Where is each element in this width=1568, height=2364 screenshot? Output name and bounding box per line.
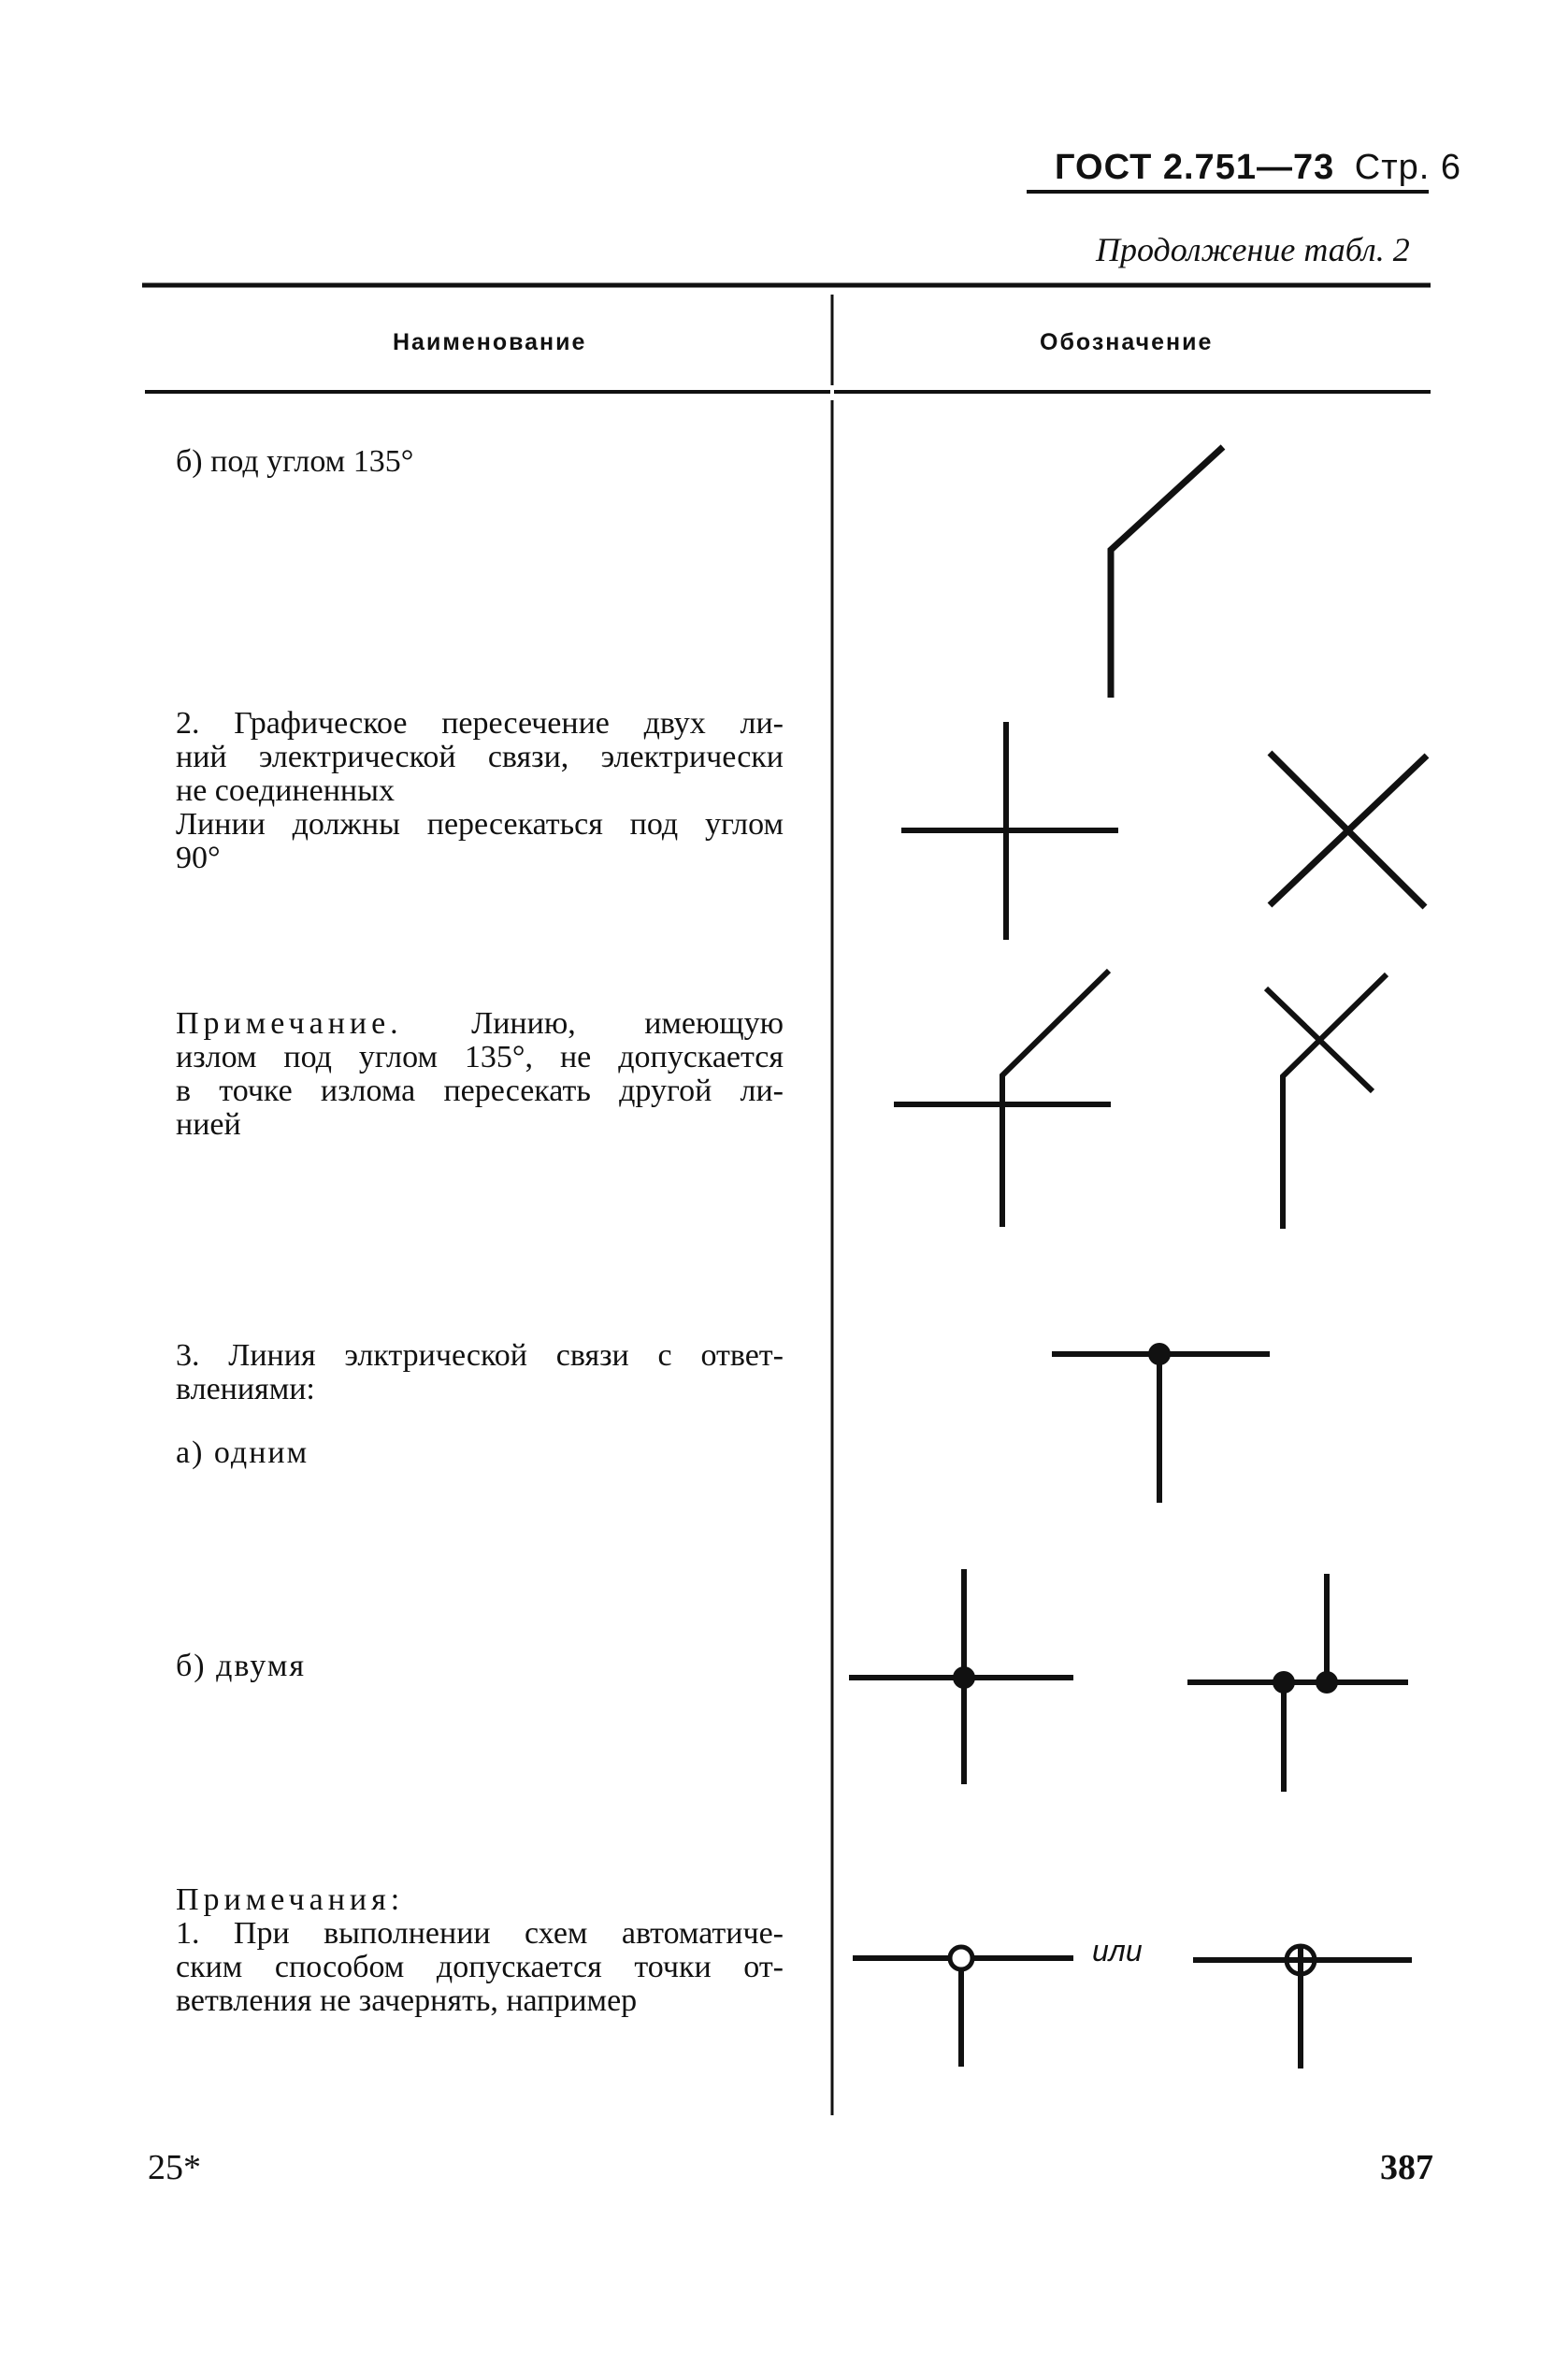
row-branches-one: а) одним (176, 1435, 309, 1470)
column-header-symbol: Обозначение (1040, 329, 1214, 355)
row-branches-two: б) двумя (176, 1649, 307, 1683)
note-line-1: Линию, имеющую (402, 1006, 784, 1041)
row-branches-line-2: влениями: (176, 1372, 315, 1406)
junction-dot-two-branch (953, 1666, 975, 1689)
notes-line-1: 1. При выполнении схем автоматиче- (176, 1916, 784, 1951)
row-branches-line-1: 3. Линия элктрической связи с ответ- (176, 1338, 784, 1373)
table-continuation: Продолжение табл. 2 (1096, 231, 1410, 268)
standard-number: ГОСТ 2.751—73 Стр. 6 (1055, 148, 1462, 187)
column-header-name: Наименование (393, 329, 587, 355)
notes-line-3: ветвления не зачернять, например (176, 1983, 638, 2018)
note-line-3: в точке излома пересекать другой ли- (176, 1074, 784, 1108)
junction-dot-two-branch-alt-1 (1273, 1671, 1295, 1694)
symbol-bend-135 (1111, 447, 1223, 698)
row-angle-135: б) под углом 135° (176, 444, 414, 479)
row-crossing-line-4: Линии должны пересекаться под углом (176, 807, 784, 842)
note-label: Примечание. (176, 1006, 403, 1041)
symbol-bend-x-bent-line (1283, 974, 1387, 1229)
row-crossing-line-1: 2. Графическое пересечение двух ли- (176, 706, 784, 741)
page-label: Стр. 6 (1354, 148, 1462, 187)
notes-title: Примечания: (176, 1882, 405, 1917)
row-crossing-line-2: ний электрической связи, электрически (176, 740, 784, 774)
notes-line-2: ским способом допускается точки от- (176, 1950, 784, 1984)
note-line-2: излом под углом 135°, не допускается (176, 1040, 784, 1074)
note-line-4: нией (176, 1107, 241, 1142)
junction-dot-one-branch (1148, 1343, 1171, 1365)
junction-dot-two-branch-alt-2 (1316, 1671, 1338, 1694)
footer-sheet-mark: 25* (148, 2148, 201, 2187)
row-crossing-line-5: 90° (176, 841, 221, 875)
symbol-bend-cross-bent-line (1002, 971, 1109, 1227)
row-crossing-line-3: не соединенных (176, 773, 395, 808)
footer-page-number: 387 (1380, 2148, 1433, 2187)
or-label: или (1092, 1934, 1143, 1968)
junction-hollow-circle (950, 1947, 972, 1969)
